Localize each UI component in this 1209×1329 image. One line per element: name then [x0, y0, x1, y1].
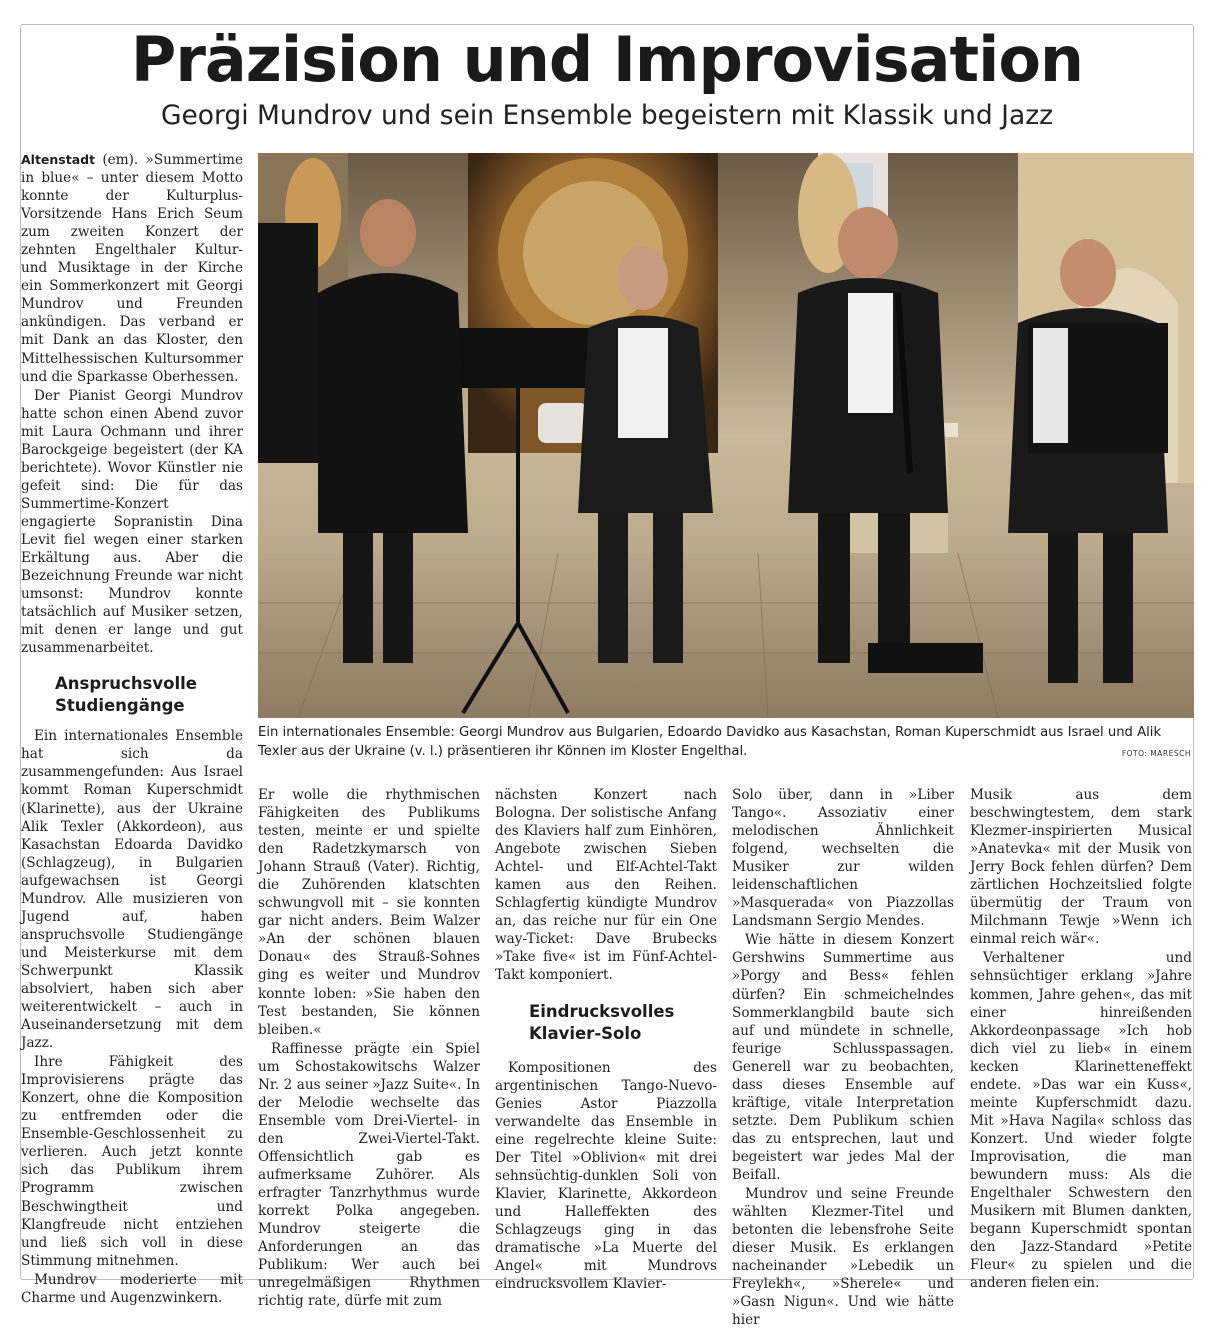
section-subhead: Eindrucksvolles Klavier-Solo	[529, 1001, 675, 1043]
paragraph: Ein internationales Ensemble hat sich da zusammengefunden: Aus Israel kommt Roman Kuperschmidt (Klarinette), aus der Ukraine Alik Texler (Akkordeon), aus Kasachstan Edoarda Davidko (Schlagzeug), in Bulgarien aufgewachsen ist Georgi Mundrov. Alle musizieren von Jugend auf, haben anspruchsvolle Studiengänge und Meisterkurse mit dem Schwerpunkt Klassik absolviert, haben sich aber weiterentwickelt – auch in Auseinandersetzung mit dem Jazz.	[21, 728, 243, 1052]
paragraph: Ihre Fähigkeit des Improvisierens prägte das Konzert, ohne die Komposition zu entfremden oder die Ensemble-Geschlossenheit zu verlieren. Auch jetzt konnte sich das Publikum ihrem Programm zwischen Beschwingtheit und Klangfreude nicht entziehen und ließ sich voll in diese Stimmung mitnehmen.	[21, 1054, 243, 1269]
paragraph: Wie hätte in diesem Konzert Gershwins Summertime aus »Porgy and Bess« fehlen dürfen? Ein schmeichelndes Sommerklangbild baute sich auf und mündete in schnelle, feurige Schlusspassagen. Generell war zu beobachten, dass dieses Ensemble auf kräftige, vitale Interpretation setzte. Dem Publikum schien das zu entsprechen, laut und begeistert war jedes Mal der Beifall.	[732, 932, 954, 1183]
paragraph: Mundrov moderierte mit Charme und Augenzwinkern.	[21, 1271, 243, 1306]
article-column-5	[970, 786, 1192, 1292]
paragraph: Mundrov und seine Freunde wählten Klezmer-Titel und betonten die lebensfrohe Seite dieser Musik. Es erklangen nacheinander »Lebedik un Freylekh«, »Sherele« und »Gasn Nigun«. Und wie hätte hier	[732, 1186, 954, 1329]
section-subhead: Anspruchsvolle Studiengänge	[55, 674, 197, 716]
paragraph: Der Pianist Georgi Mundrov hatte schon einen Abend zuvor mit Laura Ochmann und ihrer Barockgeige begeistert (der KA berichtete). Wovor Künstler nie gefeit sind: Die für das Summertime-Konzert engagierte Sopranistin Dina Levit fiel wegen einer starken Erkältung aus. Aber die Bezeichnung Freunde war nicht umsonst: Mundrov konnte tatsächlich auf Musiker setzen, mit denen er lange und gut zusammenarbeitet.	[21, 387, 243, 657]
paragraph: Solo über, dann in »Liber Tango«. Assoziativ einer melodischen Ähnlichkeit folgend, wechselten die Musiker zur wilden leidenschaftlichen »Masquerada« von Piazzollas Landsmann Sergio Mendes.	[732, 787, 954, 930]
photo-credit: FOTO: MARESCH	[1121, 749, 1191, 758]
headline: Präzision und Improvisation	[130, 23, 1084, 96]
paragraph: Kompositionen des argentinischen Tango-Nuevo-Genies Astor Piazzolla verwandelte das Ensemble in eine regelrechte kleine Suite: Der Titel »Oblivion« mit drei sehnsüchtig-dunklen Soli von Klavier, Klarinette, Akkordeon und Halleffekten des Schlagzeugs ging in das dramatische »La Muerte del Angel« mit Mundrovs eindrucksvollem Klavier-	[495, 1059, 717, 1293]
ensemble-photo	[258, 153, 1194, 718]
photo-caption: Ein internationales Ensemble: Georgi Mundrov aus Bulgarien, Edoardo Davidko aus Kasachstan, Roman Kuperschmidt aus Israel und Alik Texler aus der Ukraine (v. l.) präsentieren ihr Können im Kloster Engelthal.	[258, 725, 1162, 759]
paragraph: nächsten Konzert nach Bologna. Der solistische Anfang des Klaviers half zum Einhören, Angebote zwischen Sieben Achtel- und Elf-Achtel-Takt kamen aus den Reihen. Schlagfertig kündigte Mundrov an, das reiche nur für ein One way-Ticket: Dave Brubecks »Take five« ist im Fünf-Achtel-Takt komponiert.	[495, 787, 717, 984]
article-column-2	[258, 786, 480, 1310]
dateline: Altenstadt	[21, 152, 96, 167]
paragraph: Musik aus dem beschwingtestem, dem stark Klezmer-inspirierten Musical »Anatevka« mit der Musik von Jerry Bock fehlen dürfen? Dem zärtlichen Hochzeitslied folgte übermütig der Traum von Milchmann Tewje »Wenn ich einmal reich wär«.	[970, 787, 1192, 948]
newspaper-article	[20, 23, 1194, 1329]
paragraph: Verhaltener und sehnsüchtiger erklang »Jahre kommen, Jahre gehen«, das mit einer hinreißenden Akkordeonpassage »Ich hob dich viel zu lieb« in einem kecken Klarinetteneffekt endete. »Das war ein Kuss«, meinte Kupferschmidt dazu. Mit »Hava Nagila« schloss das Konzert. Und wieder folgte Improvisation, die man bewundern muss: Als die Engelthaler Schwestern den Musikern mit Blumen dankten, begann Kuperschmidt spontan den Jazz-Standard »Petite Fleur« zu spielen und die anderen fielen ein.	[970, 950, 1192, 1292]
subheadline: Georgi Mundrov und sein Ensemble begeistern mit Klassik und Jazz	[160, 100, 1054, 131]
article-column-3	[495, 786, 717, 1293]
article-column-4	[732, 786, 954, 1329]
paragraph: Raffinesse prägte ein Spiel um Schostakowitschs Walzer Nr. 2 aus seiner »Jazz Suite«. In der Melodie wechselte das Ensemble vom Drei-Viertel- in den Zwei-Viertel-Takt. Offensichtlich gab es aufmerksame Zuhörer. Als erfragter Tanzrhythmus wurde korrekt Polka angegeben. Mundrov steigerte die Anforderungen an das Publikum: Wer auch bei unregelmäßigen Rhythmen richtig rate, dürfe mit zum	[258, 1040, 480, 1310]
paragraph-text: (em). »Summertime in blue« – unter diesem Motto konnte der Kulturplus-Vorsitzende Hans Erich Seum zum zweiten Konzert der zehnten Engelthaler Kultur- und Musiktage in der Kirche ein Sommerkonzert mit Georgi Mundrov und Freunden ankündigen. Das verband er mit Dank an das Kloster, den Mittelhessischen Kultursommer und die Sparkasse Oberhessen.	[21, 152, 243, 385]
paragraph	[21, 151, 243, 386]
paragraph: Er wolle die rhythmischen Fähigkeiten des Publikums testen, meinte er und spielte den Radetzkymarsch von Johann Strauß (Vater). Richtig, die Zuhörenden klatschten schwungvoll mit – sie konnten gar nicht anders. Beim Walzer »An der schönen blauen Donau« des Strauß-Sohnes ging es weiter und Mundrov konnte loben: »Sie haben den Test bestanden, Sie können bleiben.«	[258, 787, 480, 1038]
photo-illustration	[258, 153, 1194, 718]
article-column-1	[21, 151, 243, 1307]
